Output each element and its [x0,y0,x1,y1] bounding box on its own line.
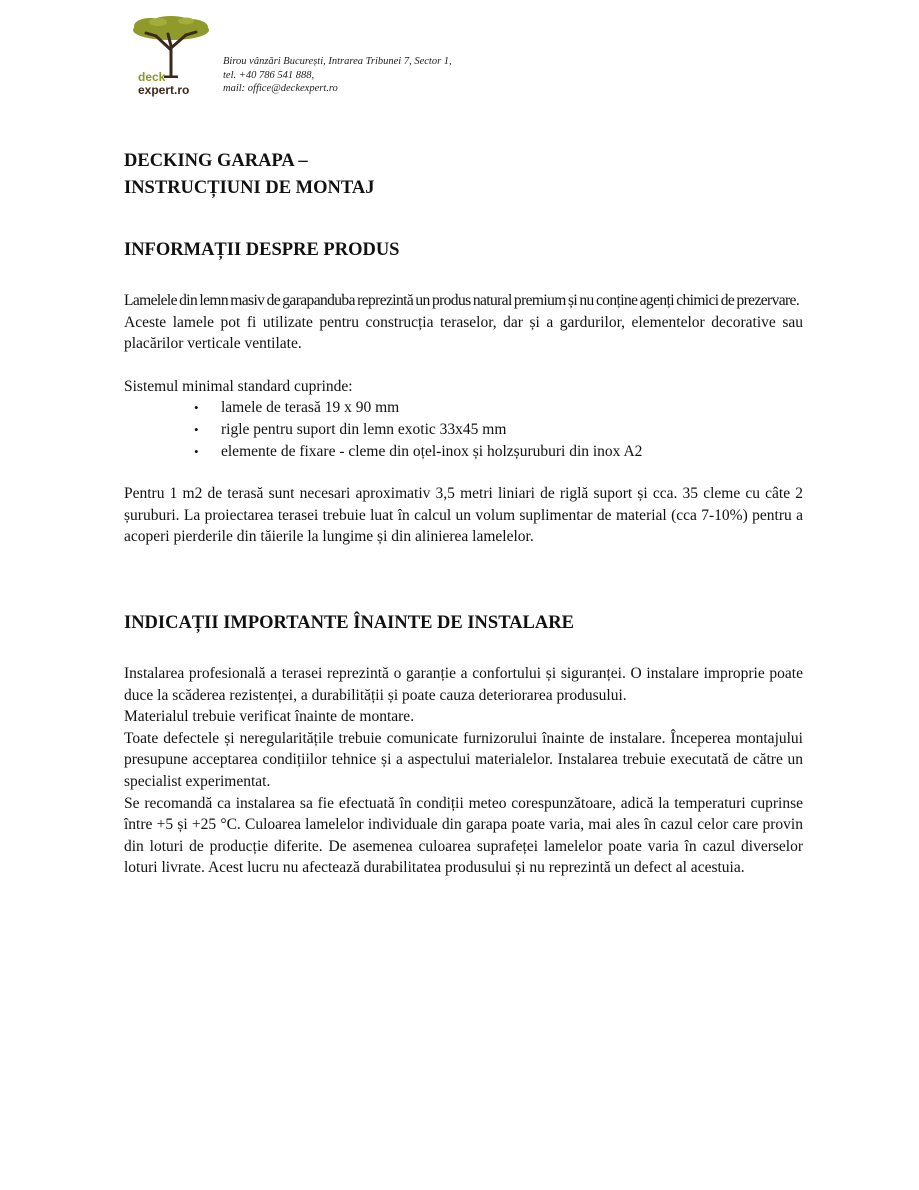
section-heading-installation-notes: INDICAȚII IMPORTANTE ÎNAINTE DE INSTALARE [124,612,574,633]
document-title-line2: INSTRUCȚIUNI DE MONTAJ [124,178,375,198]
document-body [124,148,803,879]
company-logo [128,16,214,100]
system-components-list [124,397,803,462]
list-item: • rigle pentru suport din lemn exotic 33x45 mm [221,419,803,441]
contact-email: mail: office@deckexpert.ro [223,83,338,94]
logo-text-deck: deck [138,70,166,84]
contact-address: Birou vânzări București, Intrarea Tribunei 7, Sector 1, [223,56,452,67]
paragraph-material-check: Materialul trebuie verificat înainte de montare. [124,708,415,726]
paragraph-weather-conditions: Se recomandă ca instalarea sa fie efectuată în condiții meteo corespunzătoare, adică la temperaturi cuprinse între +5 și +25 °C. Culoarea lamelelor individuale din garapa poate varia, mai ales în cazul celor care provin din loturi de producție diferite. De asemenea culoarea suprafeței lamelelor poate varia în cazul diverselor loturi livrate. Acest lucru nu afectează durabilitatea produsului și nu reprezintă un defect al acestuia. [124,794,803,877]
paragraph-defects: Toate defectele și neregularitățile trebuie comunicate furnizorului înainte de instalare. Începerea montajului presupune acceptarea condițiilor tehnice și a aspectului materialelor. Instalarea trebuie executată de către un specialist experimentat. [124,729,803,790]
paragraph-product-uses: Aceste lamele pot fi utilizate pentru construcția teraselor, dar și a gardurilor, elementelor decorative sau placărilor verticale ventilate. [124,313,803,353]
logo-text-expert: expert.ro [138,83,190,97]
paragraph-product-description: Lamelele din lemn masiv de garapanduba reprezintă un produs natural premium și nu conține agenți chimici de prezervare. [124,292,800,309]
list-item: • elemente de fixare - cleme din oțel-inox și holzșuruburi din inox A2 [221,441,803,463]
paragraph-material-quantity: Pentru 1 m2 de terasă sunt necesari aproximativ 3,5 metri liniari de riglă suport și cca. 35 cleme cu câte 2 șuruburi. La proiectarea terasei trebuie luat în calcul un volum suplimentar de material (cca 7-10%) pentru a acoperi pierderile din tăierile la lungime și din alinierea lamelelor. [124,485,803,546]
tree-logo-icon [128,16,214,78]
list-item: • lamele de terasă 19 x 90 mm [221,397,803,419]
contact-block [223,55,452,96]
section-heading-product-info: INFORMAȚII DESPRE PRODUS [124,240,400,260]
list-intro: Sistemul minimal standard cuprinde: [124,377,353,395]
document-title-line1: DECKING GARAPA – [124,151,308,171]
paragraph-professional-installation: Instalarea profesională a terasei reprezintă o garanție a confortului și siguranței. O instalare improprie poate duce la scăderea rezistenței, a durabilității și poate cauza deteriorarea produsului. [124,664,803,704]
contact-phone: tel. +40 786 541 888, [223,69,315,81]
